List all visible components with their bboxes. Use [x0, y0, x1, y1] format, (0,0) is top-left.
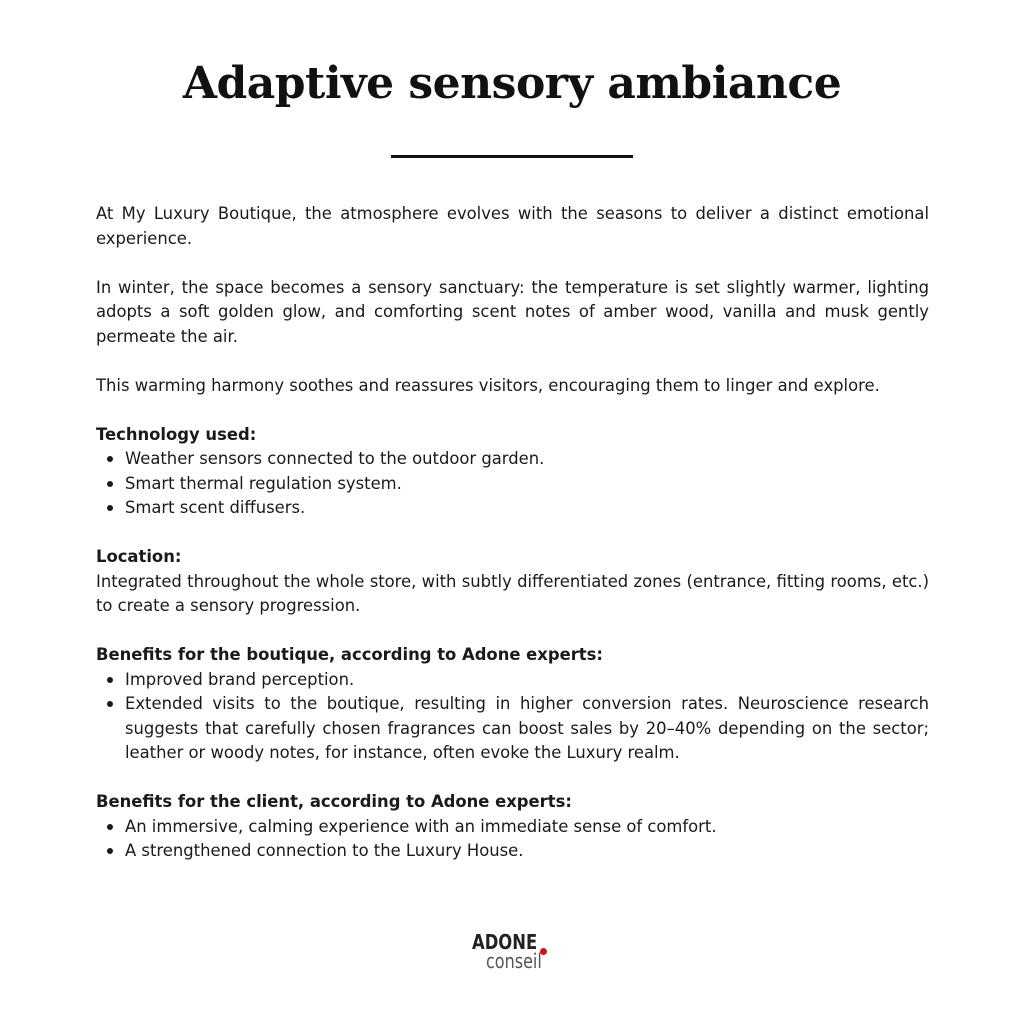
technology-heading: Technology used: [96, 424, 257, 444]
list-item: Extended visits to the boutique, resulting in higher conversion rates. Neuroscience research suggests that carefully chosen fragrances can boost sales by 20–40% depending on the sector; leather or woody notes, for instance, often evoke the Luxury realm. [96, 692, 929, 766]
title-divider [391, 155, 633, 158]
location-text: Integrated throughout the whole store, with subtly differentiated zones (entrance, fitting rooms, etc.) to create a sensory progression. [96, 571, 929, 615]
list-item: A strengthened connection to the Luxury House. [96, 839, 929, 864]
location-heading: Location: [96, 547, 182, 566]
intro-paragraph-2: In winter, the space becomes a sensory sanctuary: the temperature is set slightly warmer, lighting adopts a soft golden glow, and comforting scent notes of amber wood, vanilla and musk gently permeate the air. [96, 277, 929, 346]
intro-paragraph-3: This warming harmony soothes and reassures visitors, encouraging them to linger and explore. [96, 375, 880, 395]
benefits-boutique-heading: Benefits for the boutique, according to Adone experts: [96, 645, 603, 664]
page-title: Adaptive sensory ambiance [182, 58, 842, 109]
intro-paragraph-1: At My Luxury Boutique, the atmosphere evolves with the seasons to deliver a distinct emotional experience. [96, 204, 929, 248]
logo-subtitle: conseil [486, 949, 542, 973]
adone-conseil-logo [468, 930, 558, 978]
benefits-boutique-list [96, 668, 929, 766]
benefits-client-heading: Benefits for the client, according to Adone experts: [96, 792, 572, 811]
technology-list [96, 447, 929, 521]
article-body [96, 202, 929, 864]
list-item: Weather sensors connected to the outdoor garden. [96, 447, 929, 472]
list-item: Improved brand perception. [96, 668, 929, 693]
list-item: Smart scent diffusers. [96, 496, 929, 521]
benefits-client-list [96, 815, 929, 864]
list-item: An immersive, calming experience with an immediate sense of comfort. [96, 815, 929, 840]
list-item: Smart thermal regulation system. [96, 472, 929, 497]
logo-wordmark: ADONE [472, 930, 538, 954]
